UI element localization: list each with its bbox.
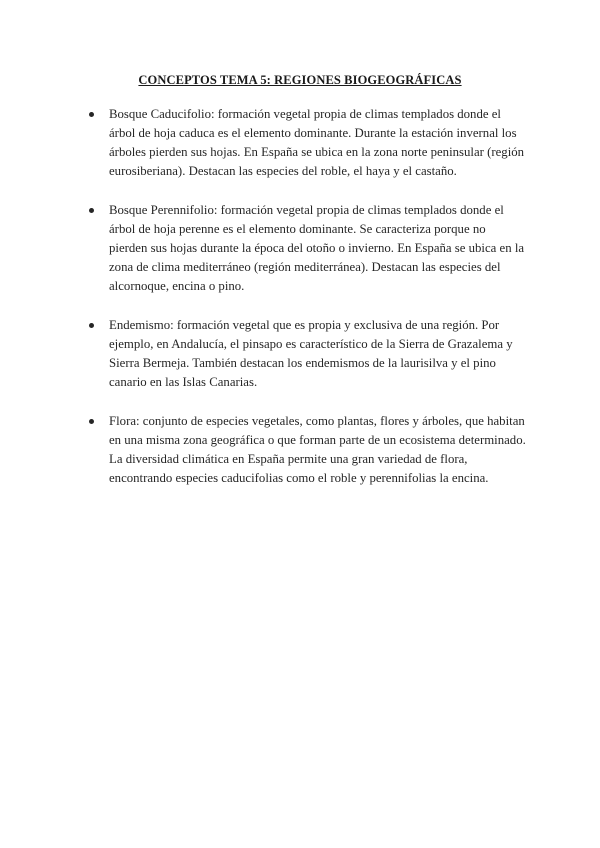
bullet-icon [89, 323, 94, 328]
concept-text: Bosque Caducifolio: formación vegetal propia de climas templados donde el árbol de hoja caduca es el elemento dominante. Durante la estación invernal los árboles pierden sus hojas. En España se ubica en la zona norte peninsular (región eurosiberiana). Destacan las especies del roble, el haya y el castaño. [109, 107, 525, 178]
concept-item-bosque-perennifolio [86, 201, 526, 296]
bullet-icon [89, 112, 94, 117]
concept-item-bosque-caducifolio [86, 105, 526, 181]
concept-text: Bosque Perennifolio: formación vegetal propia de climas templados donde el árbol de hoja perenne es el elemento dominante. Se caracteriza porque no pierden sus hojas durante la época del otoño o invierno. En España se ubica en la zona de clima mediterráneo (región mediterránea). Destacan las especies del alcornoque, encina o pino. [109, 203, 525, 293]
bullet-icon [89, 419, 94, 424]
bullet-icon [89, 208, 94, 213]
concept-list [86, 105, 526, 508]
concept-text: Endemismo: formación vegetal que es propia y exclusiva de una región. Por ejemplo, en Andalucía, el pinsapo es característico de la Sierra de Grazalema y Sierra Bermeja. También destacan los endemismos de la laurisilva y el pino canario en las Islas Canarias. [109, 318, 513, 389]
concept-item-flora [86, 412, 526, 488]
concept-item-endemismo [86, 316, 526, 392]
concept-text: Flora: conjunto de especies vegetales, como plantas, flores y árboles, que habitan en una misma zona geográfica o que forman parte de un ecosistema determinado. La diversidad climática en España permite una gran variedad de flora, encontrando especies caducifolias como el roble y perennifolias la encina. [109, 414, 526, 485]
document-title: CONCEPTOS TEMA 5: REGIONES BIOGEOGRÁFICAS [138, 73, 462, 87]
